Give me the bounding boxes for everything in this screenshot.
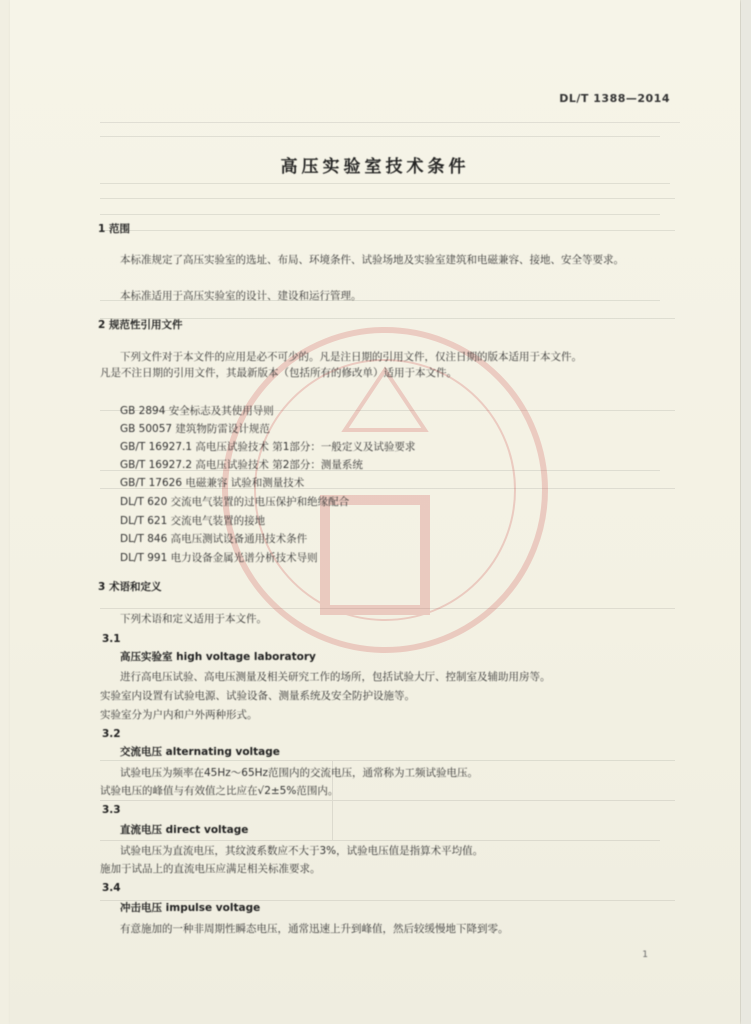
paragraph: 凡是不注日期的引用文件，其最新版本（包括所有的修改单）适用于本文件。 — [100, 367, 457, 379]
reference-item: DL/T 846 高电压测试设备通用技术条件 — [120, 533, 308, 545]
paragraph: 本标准适用于高压实验室的设计、建设和运行管理。 — [120, 290, 362, 302]
paragraph: 有意施加的一种非周期性瞬态电压，通常迅速上升到峰值，然后较缓慢地下降到零。 — [120, 923, 509, 935]
term-title: 高压实验室 high voltage laboratory — [120, 651, 316, 663]
clause-number: 3.4 — [102, 882, 121, 894]
standard-number: DL/T 1388—2014 — [559, 92, 670, 105]
term-title: 直流电压 direct voltage — [120, 824, 249, 836]
paragraph: 施加于试品上的直流电压应满足相关标准要求。 — [100, 863, 321, 875]
reference-item: GB/T 16927.2 高电压试验技术 第2部分：测量系统 — [120, 459, 363, 471]
reference-item: GB/T 17626 电磁兼容 试验和测量技术 — [120, 477, 305, 489]
section-heading: 1 范围 — [98, 223, 130, 235]
clause-number: 3.3 — [102, 804, 121, 816]
reference-item: DL/T 620 交流电气装置的过电压保护和绝缘配合 — [120, 496, 350, 508]
reference-item: GB/T 16927.1 高电压试验技术 第1部分：一般定义及试验要求 — [120, 441, 416, 453]
paragraph: 试验电压的峰值与有效值之比应在√2±5%范围内。 — [100, 785, 339, 797]
reference-item: GB 2894 安全标志及其使用导则 — [120, 405, 274, 417]
term-title: 冲击电压 impulse voltage — [120, 902, 261, 914]
document-page — [10, 0, 740, 1024]
paragraph: 下列文件对于本文件的应用是必不可少的。凡是注日期的引用文件，仅注日期的版本适用于本文件。 — [120, 351, 582, 363]
section-heading: 2 规范性引用文件 — [98, 319, 183, 331]
page-number: 1 — [642, 950, 648, 960]
paragraph: 实验室分为户内和户外两种形式。 — [100, 709, 258, 721]
page-edge — [741, 0, 751, 1024]
reference-item: DL/T 621 交流电气装置的接地 — [120, 515, 266, 527]
paragraph: 试验电压为频率在45Hz～65Hz范围内的交流电压，通常称为工频试验电压。 — [120, 767, 479, 779]
reference-item: GB 50057 建筑物防雷设计规范 — [120, 423, 270, 435]
clause-number: 3.1 — [102, 633, 121, 645]
paragraph: 进行高电压试验、高电压测量及相关研究工作的场所，包括试验大厅、控制室及辅助用房等。 — [120, 671, 551, 683]
section-heading: 3 术语和定义 — [98, 581, 162, 593]
paragraph: 实验室内设置有试验电源、试验设备、测量系统及安全防护设施等。 — [100, 690, 415, 702]
paragraph: 本标准规定了高压实验室的选址、布局、环境条件、试验场地及实验室建筑和电磁兼容、接地、安全等要求。 — [120, 254, 624, 266]
paragraph: 下列术语和定义适用于本文件。 — [120, 613, 267, 625]
term-title: 交流电压 alternating voltage — [120, 746, 280, 758]
paragraph: 试验电压为直流电压，其纹波系数应不大于3%，试验电压值是指算术平均值。 — [120, 845, 484, 857]
clause-number: 3.2 — [102, 728, 121, 740]
reference-item: DL/T 991 电力设备金属光谱分析技术导则 — [120, 552, 318, 564]
document-title: 高压实验室技术条件 — [280, 157, 470, 177]
